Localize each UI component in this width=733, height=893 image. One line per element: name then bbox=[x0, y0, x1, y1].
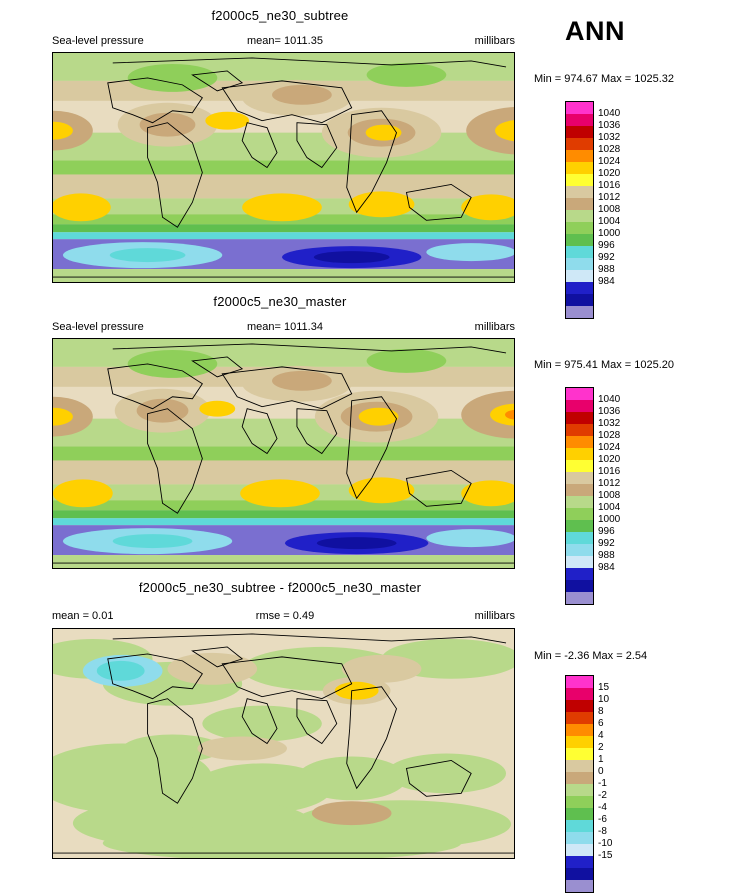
map-plot-difference bbox=[52, 628, 515, 859]
panel-title: f2000c5_ne30_subtree - f2000c5_ne30_master bbox=[138, 580, 422, 595]
colorbar-tick: 1008 bbox=[598, 490, 621, 501]
colorbar-tick: 1008 bbox=[598, 204, 621, 215]
colorbar-tick: 1016 bbox=[598, 466, 621, 477]
panel-minmax-label: Min = 975.41 Max = 1025.20 bbox=[534, 359, 675, 371]
colorbar-tick: -6 bbox=[598, 814, 607, 825]
colorbar-tick: 1000 bbox=[598, 228, 621, 239]
colorbar-tick: 1028 bbox=[598, 144, 621, 155]
colorbar-tick: 1016 bbox=[598, 180, 621, 191]
colorbar-tick: -2 bbox=[598, 790, 607, 801]
colorbar-swatches bbox=[565, 387, 594, 605]
colorbar-tick: 988 bbox=[598, 550, 615, 561]
season-label: ANN bbox=[565, 16, 625, 46]
colorbar-tick: 1024 bbox=[598, 156, 621, 167]
colorbar-tick: 1032 bbox=[598, 132, 621, 143]
colorbar-tick: 988 bbox=[598, 264, 615, 275]
colorbar-tick: 10 bbox=[598, 694, 610, 705]
panel-units-label: millibars bbox=[474, 35, 515, 47]
colorbar-tick: 1004 bbox=[598, 502, 621, 513]
colorbar-tick: -1 bbox=[598, 778, 607, 789]
colorbar-tick: 1004 bbox=[598, 216, 621, 227]
panel-variable-label: Sea-level pressure bbox=[52, 321, 144, 333]
colorbar-swatches bbox=[565, 101, 594, 319]
colorbar-tick: 1028 bbox=[598, 430, 621, 441]
colorbar-tick: 996 bbox=[598, 240, 615, 251]
colorbar-tick: -15 bbox=[598, 850, 613, 861]
map-plot-master bbox=[52, 338, 515, 569]
colorbar-tick: 1020 bbox=[598, 454, 621, 465]
panel-rmse-label: rmse = 0.49 bbox=[255, 610, 315, 622]
map-svg bbox=[53, 629, 514, 859]
colorbar-tick: 2 bbox=[598, 742, 604, 753]
colorbar-tick: 0 bbox=[598, 766, 604, 777]
colorbar-tick: 1012 bbox=[598, 478, 621, 489]
colorbar-tick: 1020 bbox=[598, 168, 621, 179]
colorbar-tick: 1032 bbox=[598, 418, 621, 429]
colorbar-tick: 6 bbox=[598, 718, 604, 729]
colorbar-tick: 4 bbox=[598, 730, 604, 741]
colorbar-tick: 1000 bbox=[598, 514, 621, 525]
panel-variable-label: Sea-level pressure bbox=[52, 35, 144, 47]
colorbar-tick: 1012 bbox=[598, 192, 621, 203]
colorbar-tick: 984 bbox=[598, 562, 615, 573]
colorbar-tick: -4 bbox=[598, 802, 607, 813]
colorbar-tick: 1040 bbox=[598, 394, 621, 405]
colorbar-tick: 1 bbox=[598, 754, 604, 765]
panel-mean-label: mean = 0.01 bbox=[52, 610, 114, 622]
panel-mean-label: mean= 1011.34 bbox=[247, 321, 323, 333]
map-svg bbox=[53, 53, 514, 283]
panel-units-label: millibars bbox=[474, 610, 515, 622]
panel-title: f2000c5_ne30_master bbox=[213, 294, 347, 309]
colorbar-tick: 1036 bbox=[598, 406, 621, 417]
colorbar-tick: 1036 bbox=[598, 120, 621, 131]
panel-mean-label: mean= 1011.35 bbox=[247, 35, 323, 47]
panel-minmax-label: Min = 974.67 Max = 1025.32 bbox=[534, 73, 675, 85]
colorbar-tick: 8 bbox=[598, 706, 604, 717]
panel-title: f2000c5_ne30_subtree bbox=[211, 8, 349, 23]
map-svg bbox=[53, 339, 514, 569]
colorbar-tick: 996 bbox=[598, 526, 615, 537]
colorbar-tick: 992 bbox=[598, 252, 615, 263]
map-plot-subtree bbox=[52, 52, 515, 283]
panel-units-label: millibars bbox=[474, 321, 515, 333]
colorbar-swatches bbox=[565, 675, 594, 893]
colorbar-tick: -8 bbox=[598, 826, 607, 837]
colorbar-tick: 992 bbox=[598, 538, 615, 549]
panel-minmax-label: Min = -2.36 Max = 2.54 bbox=[534, 650, 648, 662]
colorbar-tick: 984 bbox=[598, 276, 615, 287]
colorbar-tick: 1040 bbox=[598, 108, 621, 119]
colorbar-tick: 15 bbox=[598, 682, 610, 693]
colorbar-tick: -10 bbox=[598, 838, 613, 849]
colorbar-tick: 1024 bbox=[598, 442, 621, 453]
